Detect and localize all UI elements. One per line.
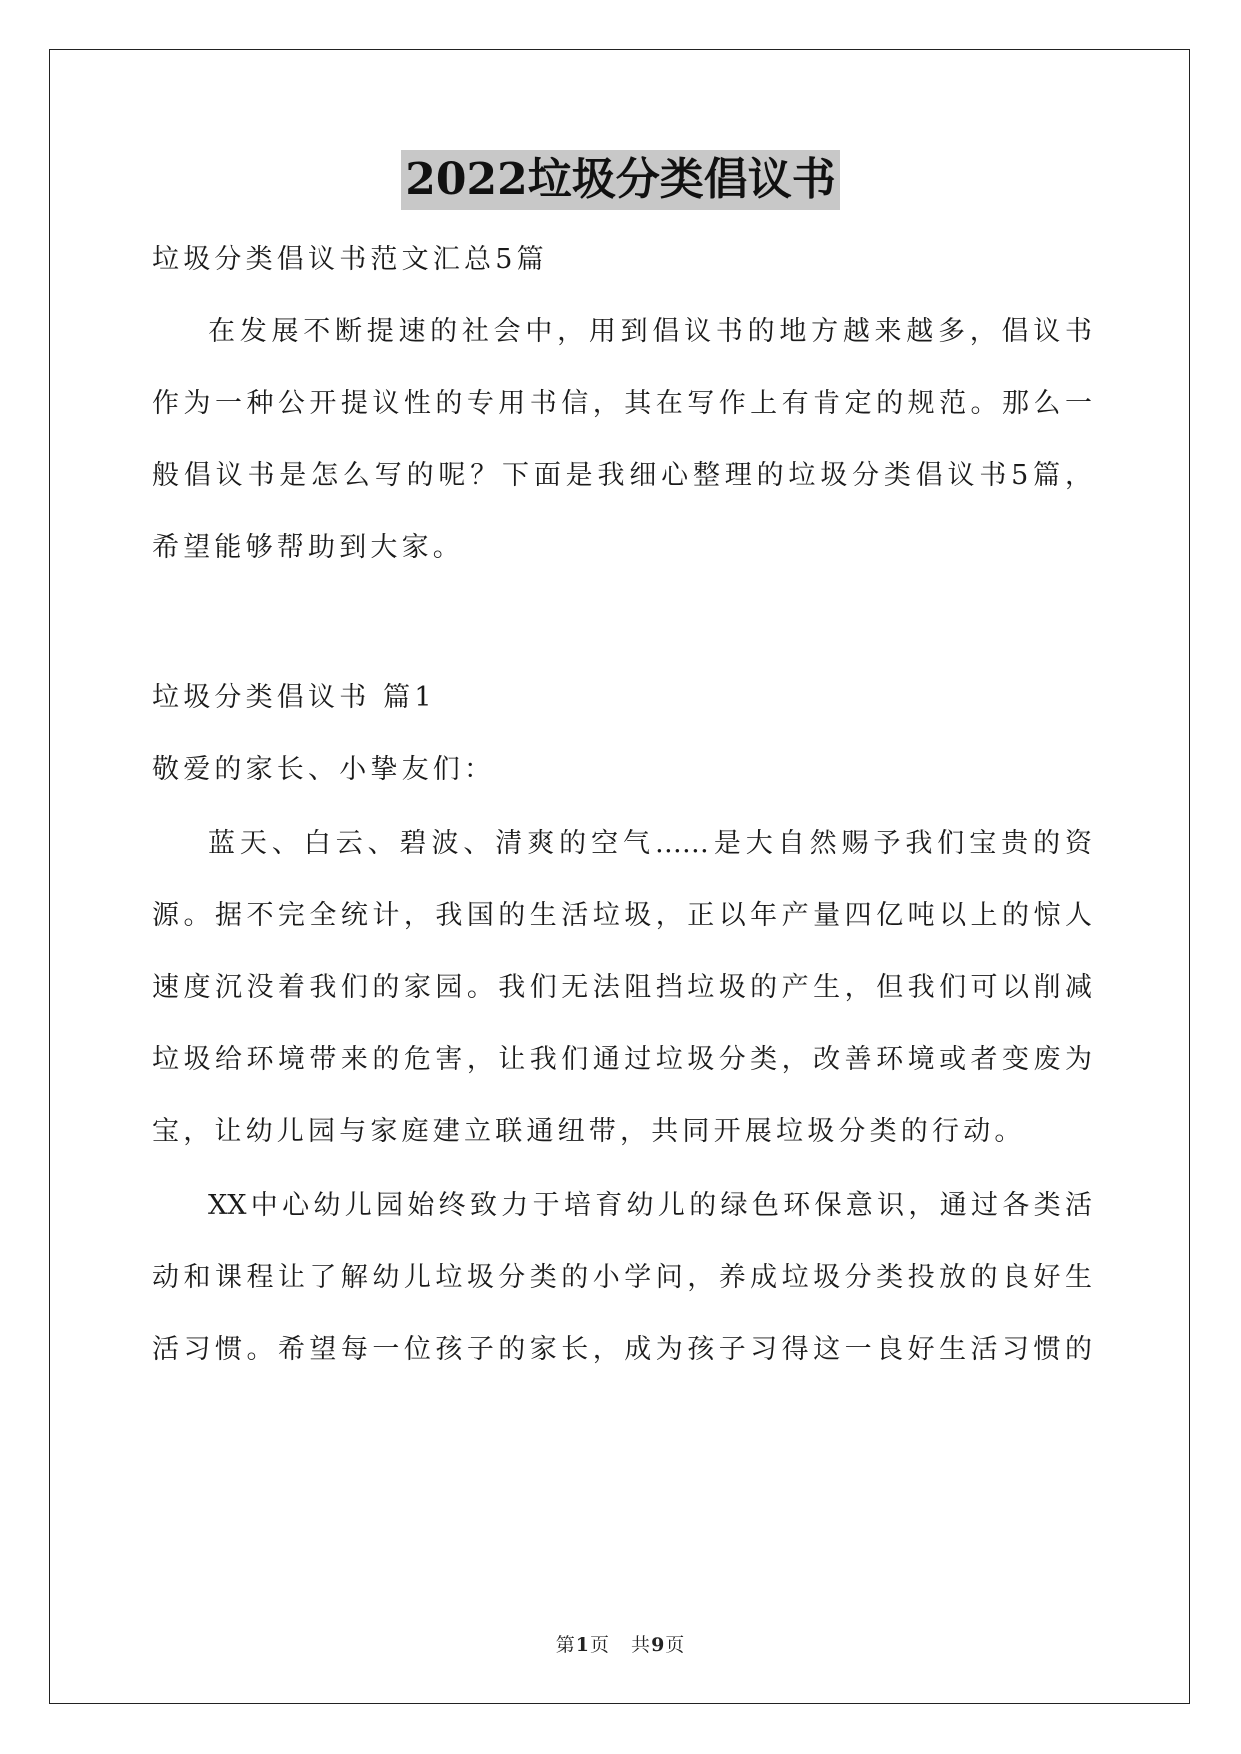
footer-suffix: 页 xyxy=(665,1634,686,1656)
section-heading: 垃圾分类倡议书 篇1 xyxy=(152,682,436,713)
para1-line-3: 速度沉没着我们的家园。我们无法阻挡垃圾的产生，但我们可以削减 xyxy=(152,972,1092,1003)
footer-prefix: 第 xyxy=(555,1634,576,1656)
para1-line-5: 宝，让幼儿园与家庭建立联通纽带，共同开展垃圾分类的行动。 xyxy=(152,1116,1026,1147)
intro-line-4: 希望能够帮助到大家。 xyxy=(152,532,464,563)
footer-mid: 页 共 xyxy=(589,1634,652,1656)
para2-line-2: 动和课程让了解幼儿垃圾分类的小学问，养成垃圾分类投放的良好生 xyxy=(152,1262,1092,1293)
para2-line-3: 活习惯。希望每一位孩子的家长，成为孩子习得这一良好生活习惯的 xyxy=(152,1334,1092,1365)
footer-total-pages: 9 xyxy=(651,1634,666,1656)
subtitle: 垃圾分类倡议书范文汇总5篇 xyxy=(152,244,548,275)
page-footer xyxy=(0,1630,1241,1657)
title-container xyxy=(0,150,1241,210)
intro-line-2: 作为一种公开提议性的专用书信，其在写作上有肯定的规范。那么一 xyxy=(152,388,1092,419)
intro-line-3: 般倡议书是怎么写的呢？下面是我细心整理的垃圾分类倡议书5篇， xyxy=(152,460,1092,491)
intro-line-1: 在发展不断提速的社会中，用到倡议书的地方越来越多，倡议书 xyxy=(208,316,1092,347)
document-title: 2022垃圾分类倡议书 xyxy=(401,150,839,210)
para1-line-4: 垃圾给环境带来的危害，让我们通过垃圾分类，改善环境或者变废为 xyxy=(152,1044,1092,1075)
para2-line-1: XX中心幼儿园始终致力于培育幼儿的绿色环保意识，通过各类活 xyxy=(208,1190,1092,1221)
page-border xyxy=(49,49,1190,1704)
para1-line-1: 蓝天、白云、碧波、清爽的空气……是大自然赐予我们宝贵的资 xyxy=(208,828,1092,859)
para1-line-2: 源。据不完全统计，我国的生活垃圾，正以年产量四亿吨以上的惊人 xyxy=(152,900,1092,931)
footer-current-page: 1 xyxy=(575,1634,590,1656)
salutation: 敬爱的家长、小挚友们： xyxy=(152,754,496,785)
